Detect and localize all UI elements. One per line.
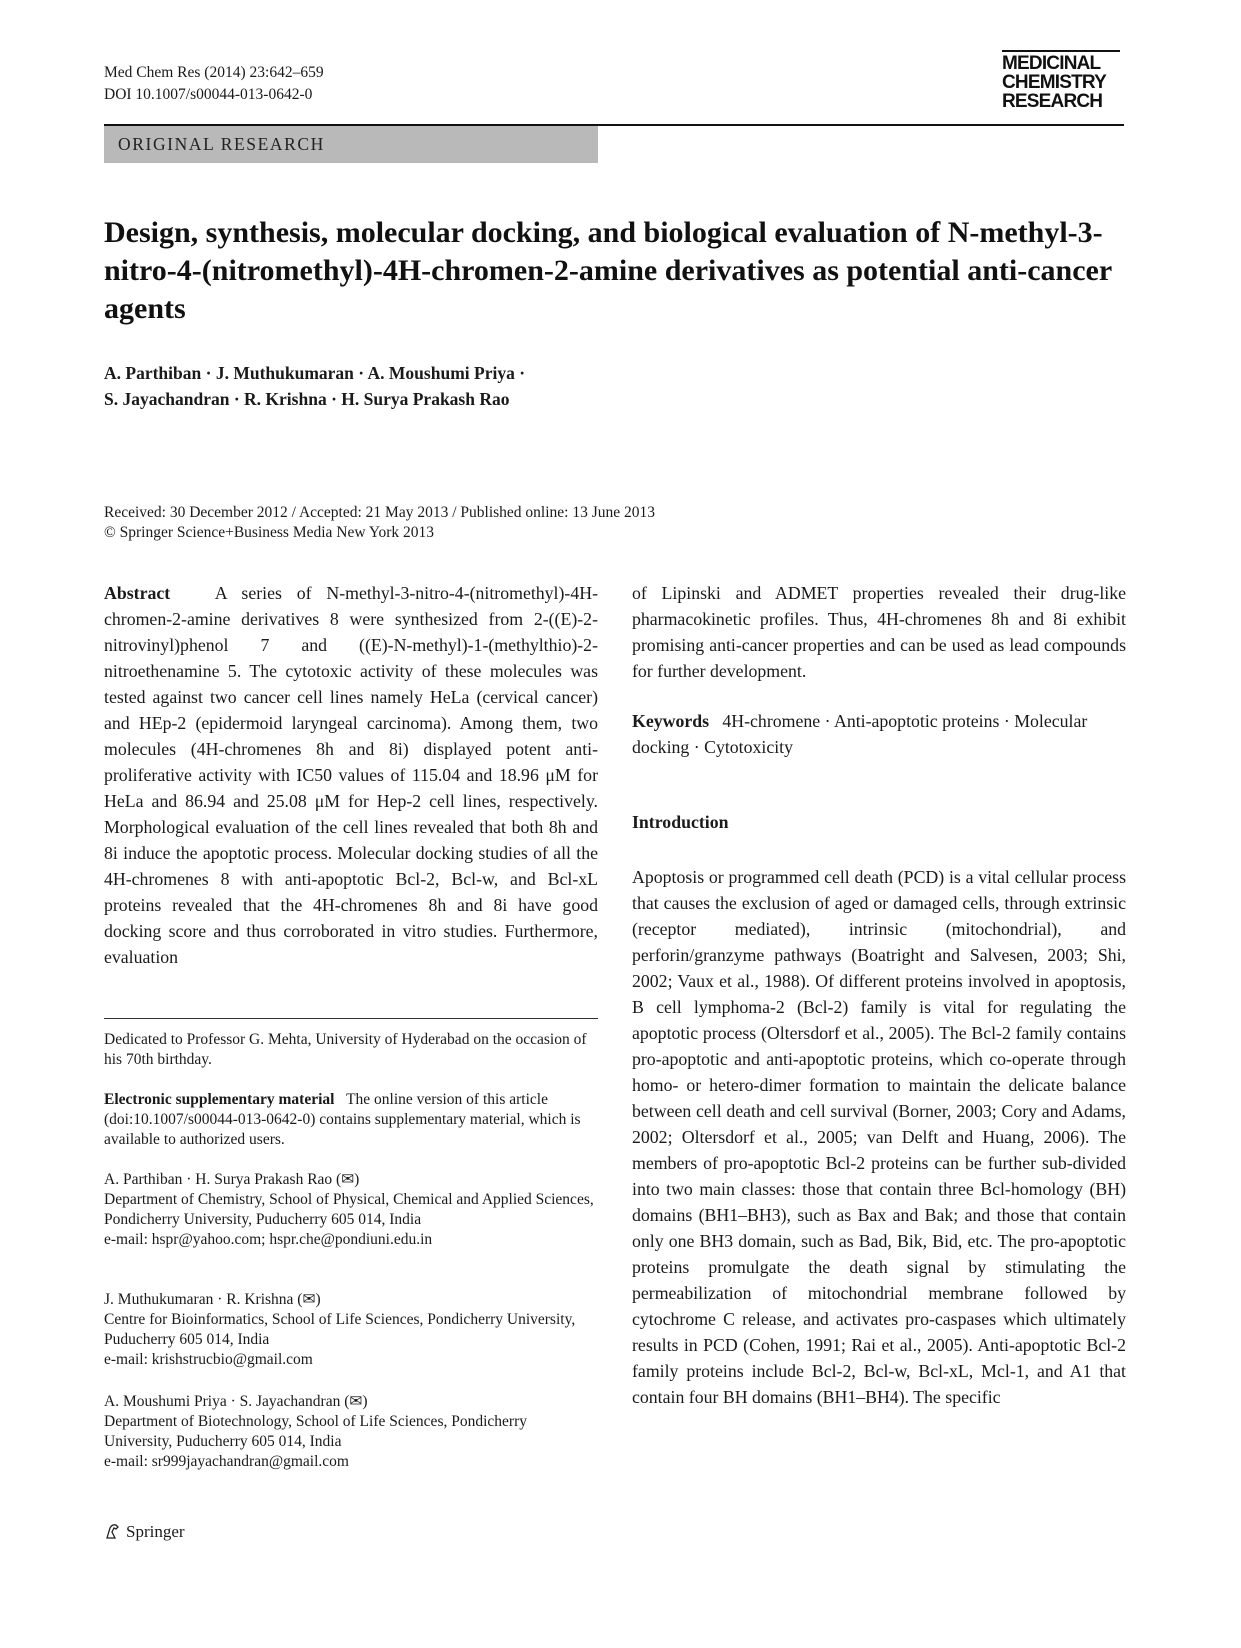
abstract-continuation: of Lipinski and ADMET properties revealed their drug-like pharmacokinetic profiles. Thus, 4H-chromenes 8h and 8i exhibit promising anti-cancer properties and can be used as lead compounds for further development.	[632, 583, 1126, 681]
history-dates: Received: 30 December 2012 / Accepted: 21 May 2013 / Published online: 13 June 2013	[104, 504, 655, 521]
affiliation-2-address: Centre for Bioinformatics, School of Life Sciences, Pondicherry University, Puducherry 605 014, India	[104, 1311, 576, 1348]
abstract	[104, 580, 598, 970]
copyright: © Springer Science+Business Media New York 2013	[104, 524, 435, 541]
keywords-label: Keywords	[632, 711, 710, 731]
publisher-footer	[104, 1522, 185, 1542]
authors-line-1: A. Parthiban · J. Muthukumaran · A. Moushumi Priya ·	[104, 363, 526, 383]
logo-line-2: CHEMISTRY	[1002, 72, 1106, 93]
dedication-note: Dedicated to Professor G. Mehta, University of Hyderabad on the occasion of his 70th birthday.	[104, 1031, 587, 1068]
article-title: Design, synthesis, molecular docking, and biological evaluation of N-methyl-3-nitro-4-(nitromethyl)-4H-chromen-2-amine derivatives as potential anti-cancer agents	[104, 216, 1112, 325]
affiliation-3-names: A. Moushumi Priya · S. Jayachandran (✉)	[104, 1393, 368, 1410]
logo-line-3: RESEARCH	[1002, 91, 1103, 112]
logo-line-1: MEDICINAL	[1002, 53, 1101, 74]
affiliation-3	[104, 1392, 598, 1472]
authors-line-2: S. Jayachandran · R. Krishna · H. Surya Prakash Rao	[104, 389, 510, 409]
affiliation-1	[104, 1170, 598, 1250]
springer-horse-icon	[104, 1522, 122, 1540]
keywords-text: 4H-chromene · Anti-apoptotic proteins · Molecular docking · Cytotoxicity	[632, 711, 1088, 757]
journal-citation: Med Chem Res (2014) 23:642–659	[104, 64, 324, 81]
affiliation-3-address: Department of Biotechnology, School of Life Sciences, Pondicherry University, Puducherry 605 014, India	[104, 1413, 527, 1450]
affiliation-3-email: e-mail: sr999jayachandran@gmail.com	[104, 1453, 349, 1470]
section-label-box	[104, 126, 598, 163]
author-list	[104, 360, 804, 412]
esm-label: Electronic supplementary material	[104, 1091, 335, 1108]
publication-dates	[104, 503, 904, 543]
introduction-text: Apoptosis or programmed cell death (PCD) is a vital cellular process that causes the exclusion of aged or damaged cells, through extrinsic (receptor mediated), intrinsic (mitochondrial), and perforin/granzyme pathways (Boatright and Salvesen, 2003; Shi, 2002; Vaux et al., 1988). Of different proteins involved in apoptosis, B cell lymphoma-2 (Bcl-2) family is vital for regulating the apoptotic process (Oltersdorf et al., 2005). The Bcl-2 family contains pro-apoptotic and anti-apoptotic proteins, which co-operate through homo- or hetero-dimer formation to maintain the delicate balance between cell death and cell survival (Borner, 2003; Cory and Adams, 2002; Oltersdorf et al., 2005; van Delft and Huang, 2006). The members of pro-apoptotic Bcl-2 proteins can be further sub-divided into two main classes: those that contain three Bcl-homology (BH) domains (BH1–BH3), such as Bax and Bak; and those that contain only one BH3 domain, such as Bad, Bik, Bid, etc. The pro-apoptotic proteins promulgate the death signal by stimulating the permeabilization of mitochondrial membrane followed by cytochrome C release, and activates pro-caspases which ultimately results in PCD (Cohen, 1991; Rai et al., 2005). Anti-apoptotic Bcl-2 family proteins include Bcl-2, Bcl-w, Bcl-xL, Mcl-1, and A1 that contain four BH domains (BH1–BH4). The specific	[632, 867, 1126, 1407]
affiliation-1-address: Department of Chemistry, School of Physical, Chemical and Applied Sciences, Pondicherry University, Puducherry 605 014, India	[104, 1191, 594, 1228]
abstract-text: A series of N-methyl-3-nitro-4-(nitromethyl)-4H-chromen-2-amine derivatives 8 were synthesized from 2-((E)-2-nitrovinyl)phenol 7 and ((E)-N-methyl)-1-(methylthio)-2-nitroethenamine 5. The cytotoxic activity of these molecules was tested against two cancer cell lines namely HeLa (cervical cancer) and HEp-2 (epidermoid laryngeal carcinoma). Among them, two molecules (4H-chromenes 8h and 8i) displayed potent anti-proliferative activity with IC50 values of 115.04 and 18.96 μM for HeLa and 86.94 and 25.08 μM for Hep-2 cell lines, respectively. Morphological evaluation of the cell lines revealed that both 8h and 8i induce the apoptotic process. Molecular docking studies of all the 4H-chromenes 8 with anti-apoptotic Bcl-2, Bcl-w, and Bcl-xL proteins revealed that the 4H-chromenes 8h and 8i have good docking score and thus corroborated in vitro studies. Furthermore, evaluation	[104, 583, 598, 967]
affiliation-1-email: e-mail: hspr@yahoo.com; hspr.che@pondiuni.edu.in	[104, 1231, 433, 1248]
journal-reference	[104, 62, 324, 106]
section-label: ORIGINAL RESEARCH	[118, 134, 325, 154]
affiliation-2-email: e-mail: krishstrucbio@gmail.com	[104, 1351, 313, 1368]
esm-text: The online version of this article (doi:10.1007/s00044-013-0642-0) contains supplementary material, which is available to authorized users.	[104, 1091, 581, 1148]
esm-note	[104, 1090, 598, 1150]
footnote-rule	[104, 1018, 598, 1019]
publisher-name: Springer	[126, 1522, 185, 1541]
doi: DOI 10.1007/s00044-013-0642-0	[104, 86, 313, 103]
abstract-continuation-block	[632, 580, 1126, 760]
journal-logo	[1002, 50, 1130, 111]
affiliation-1-names: A. Parthiban · H. Surya Prakash Rao (✉)	[104, 1171, 360, 1188]
introduction-heading: Introduction	[632, 812, 729, 832]
abstract-label: Abstract	[104, 583, 171, 603]
affiliation-2	[104, 1290, 598, 1370]
affiliation-2-names: J. Muthukumaran · R. Krishna (✉)	[104, 1291, 321, 1308]
